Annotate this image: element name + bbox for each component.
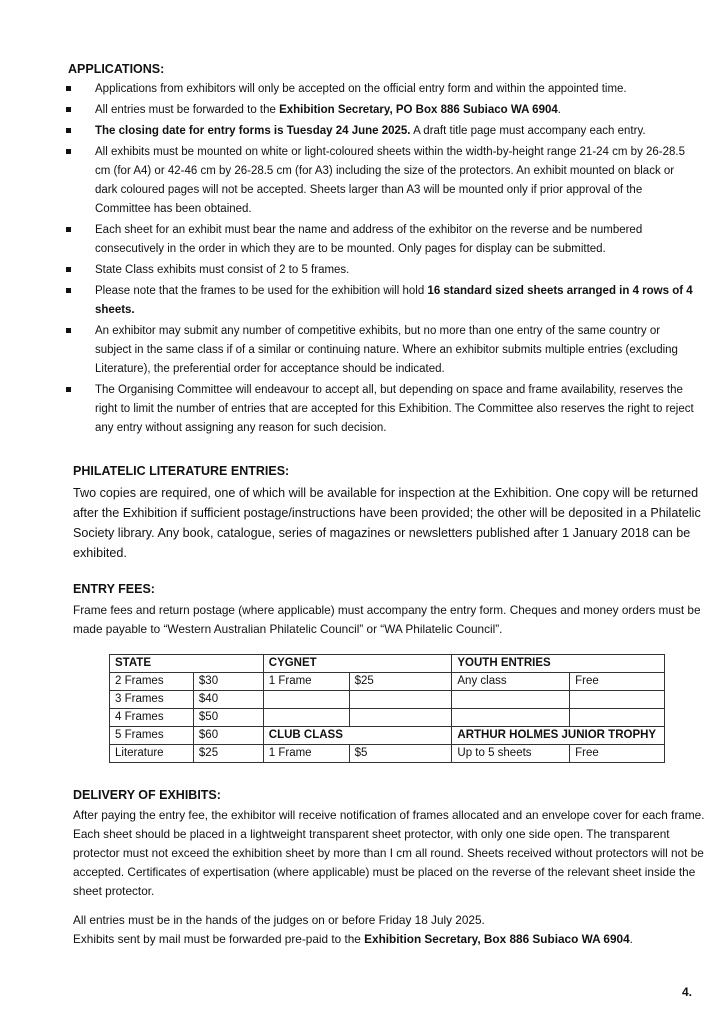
bullet-icon xyxy=(66,328,71,333)
delivery-mail-note xyxy=(73,930,708,949)
bullet-icon xyxy=(66,227,71,232)
list-item xyxy=(64,143,694,219)
list-item xyxy=(64,122,694,141)
fees-title: ENTRY FEES: xyxy=(73,582,155,596)
item-text: All exhibits must be mounted on white or light-coloured sheets within the width-by-height range 21-24 cm by 26-28.5 cm (for A4) or 42-46 cm by 26-28.5 cm (for A3) including the size of the protectors. An exhibit mounted on black or dark coloured pages will not be accepted. Sheets larger than A3 will be mounted only if prior approval of the Committee has been obtained. xyxy=(95,146,686,215)
state-fee-cell: $25 xyxy=(193,745,263,763)
item-bold-text: Exhibition Secretary, PO Box 886 Subiaco WA 6904 xyxy=(279,104,558,116)
item-text: Each sheet for an exhibit must bear the name and address of the exhibitor on the reverse and be numbered consecutively in the order in which they are to be mounted. Only pages for display can be submitted. xyxy=(95,224,643,255)
literature-body: Two copies are required, one of which will be available for inspection at the Exhibition. One copy will be returned after the Exhibition if sufficient postage/instructions have been provided; the other will be deposited in a Philatelic Society library. Any book, catalogue, series of magazines or newsletters published after 1 January 2018 can be exhibited. xyxy=(73,486,701,560)
list-item xyxy=(64,322,694,379)
bullet-icon xyxy=(66,387,71,392)
cygnet-fee-cell: $25 xyxy=(349,673,452,691)
entry-fees-table xyxy=(109,654,665,763)
cygnet-label-cell: 1 Frame xyxy=(263,673,349,691)
state-fee-cell: $40 xyxy=(193,691,263,709)
state-label-cell: 5 Frames xyxy=(110,727,194,745)
empty-cell xyxy=(570,709,665,727)
item-text: Please note that the frames to be used for the exhibition will hold xyxy=(95,285,428,297)
list-item xyxy=(64,80,694,99)
item-bold-text: 16 standard sized sheets arranged in 4 rows of 4 sheets. xyxy=(95,285,693,316)
bullet-icon xyxy=(66,86,71,91)
state-label-cell: 2 Frames xyxy=(110,673,194,691)
bullet-icon xyxy=(66,288,71,293)
list-item xyxy=(64,261,694,280)
empty-cell xyxy=(452,691,570,709)
fees-body: Frame fees and return postage (where applicable) must accompany the entry form. Cheques and money orders must be made payable to “Western Australian Philatelic Council” or “WA Philatelic Council”. xyxy=(73,603,701,636)
mail-note-text: Exhibits sent by mail must be forwarded pre-paid to the xyxy=(73,932,365,946)
list-item xyxy=(64,101,694,120)
empty-cell xyxy=(349,709,452,727)
item-text: Applications from exhibitors will only be accepted on the official entry form and within the appointed time. xyxy=(95,83,627,95)
youth-label-cell: Any class xyxy=(452,673,570,691)
table-row xyxy=(110,709,665,727)
bullet-icon xyxy=(66,267,71,272)
literature-title: PHILATELIC LITERATURE ENTRIES: xyxy=(73,464,290,478)
delivery-title: DELIVERY OF EXHIBITS: xyxy=(73,788,221,802)
applications-list xyxy=(64,80,694,440)
state-label-cell: 3 Frames xyxy=(110,691,194,709)
club-fee-cell: $5 xyxy=(349,745,452,763)
club-label-cell: 1 Frame xyxy=(263,745,349,763)
item-text-after: . xyxy=(557,104,561,116)
table-row xyxy=(110,691,665,709)
trophy-header: ARTHUR HOLMES JUNIOR TROPHY xyxy=(452,727,665,745)
item-bold-text: The closing date for entry forms is Tuesday 24 June 2025. xyxy=(95,125,411,137)
bullet-icon xyxy=(66,107,71,112)
cygnet-header: CYGNET xyxy=(263,655,452,673)
list-item xyxy=(64,381,694,438)
state-label-cell: 4 Frames xyxy=(110,709,194,727)
table-row xyxy=(110,745,665,763)
empty-cell xyxy=(263,709,349,727)
state-fee-cell: $50 xyxy=(193,709,263,727)
empty-cell xyxy=(263,691,349,709)
trophy-fee-cell: Free xyxy=(570,745,665,763)
applications-title: APPLICATIONS: xyxy=(68,62,165,76)
empty-cell xyxy=(349,691,452,709)
table-row xyxy=(110,673,665,691)
page-number: 4. xyxy=(682,985,693,999)
list-item xyxy=(64,282,694,320)
state-label-cell: Literature xyxy=(110,745,194,763)
state-fee-cell: $30 xyxy=(193,673,263,691)
bullet-icon xyxy=(66,149,71,154)
item-text-after: A draft title page must accompany each entry. xyxy=(410,125,646,137)
club-class-header: CLUB CLASS xyxy=(263,727,452,745)
empty-cell xyxy=(570,691,665,709)
item-text: An exhibitor may submit any number of competitive exhibits, but no more than one entry of the same country or subject in the same class if of a similar or continuing nature. Where an exhibitor submits multiple entries (excluding Literature), the preferential order for acceptance should be indicated. xyxy=(95,325,678,375)
trophy-label-cell: Up to 5 sheets xyxy=(452,745,570,763)
youth-fee-cell: Free xyxy=(570,673,665,691)
item-text: The Organising Committee will endeavour to accept all, but depending on space and frame availability, reserves the right to limit the number of entries that are accepted for this Exhibition. The Committee also reserves the right to reject any entry without assigning any reason for such decision. xyxy=(95,384,694,434)
item-text: All entries must be forwarded to the xyxy=(95,104,280,116)
state-header: STATE xyxy=(110,655,264,673)
delivery-deadline: All entries must be in the hands of the judges on or before Friday 18 July 2025. xyxy=(73,913,485,927)
mail-note-address: Exhibition Secretary, Box 886 Subiaco WA 6904 xyxy=(364,932,630,946)
item-text: State Class exhibits must consist of 2 to 5 frames. xyxy=(95,264,350,276)
bullet-icon xyxy=(66,128,71,133)
mail-note-end: . xyxy=(629,932,633,946)
delivery-body: After paying the entry fee, the exhibitor will receive notification of frames allocated and an envelope cover for each frame. Each sheet should be placed in a lightweight transparent sheet protector, with only one side open. The transparent protector must not exceed the exhibition sheet by more than I cm all round. Sheets received without protectors will not be accepted. Certificates of expertisation (where applicable) must be placed on the reverse of the relevant sheet inside the sheet protector. xyxy=(73,808,705,898)
state-fee-cell: $60 xyxy=(193,727,263,745)
list-item xyxy=(64,221,694,259)
youth-header: YOUTH ENTRIES xyxy=(452,655,665,673)
table-row xyxy=(110,727,665,745)
table-row xyxy=(110,655,665,673)
empty-cell xyxy=(452,709,570,727)
